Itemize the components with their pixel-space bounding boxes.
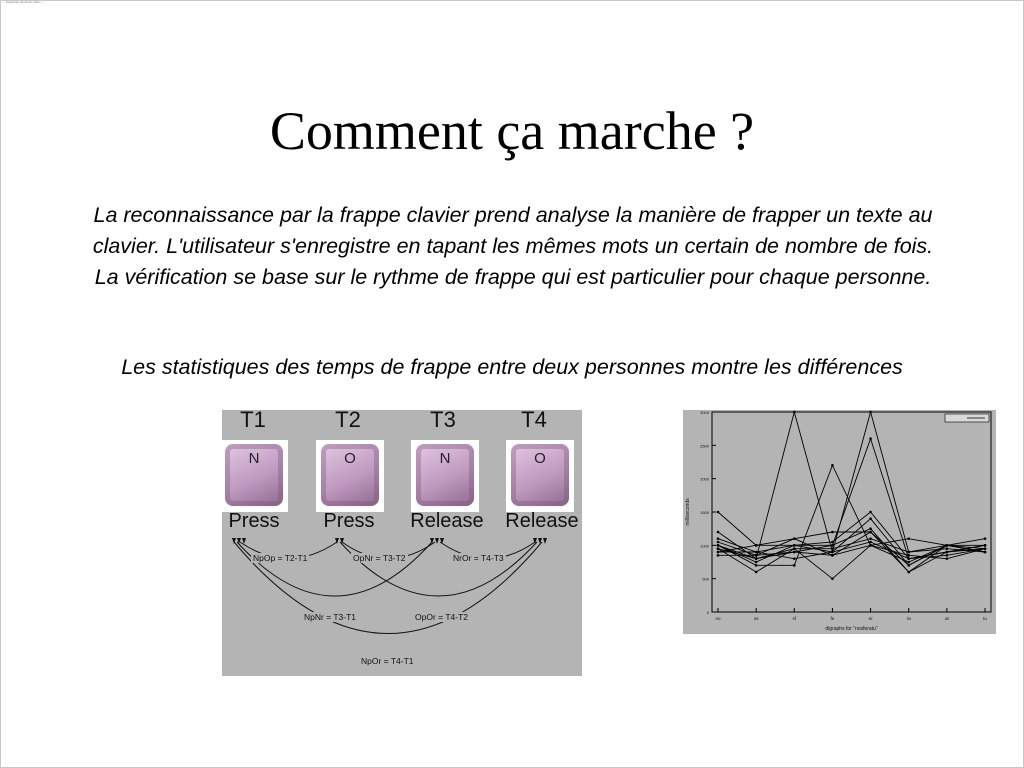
paragraph-line: La reconnaissance par la frappe clavier prend analyse la manière de frapper un texte au xyxy=(93,203,933,227)
data-point xyxy=(946,557,949,560)
y-tick-label: 1000 xyxy=(700,543,709,549)
data-point xyxy=(793,547,796,550)
data-point xyxy=(946,554,949,557)
plot-frame xyxy=(712,412,991,612)
keystroke-timing-figure xyxy=(222,410,582,676)
data-point xyxy=(793,564,796,567)
relation-label: NpOr = T4-T1 xyxy=(361,656,414,666)
key-letter: O xyxy=(344,450,356,467)
action-label-release-1: Release xyxy=(410,510,484,532)
y-tick-label: 3000 xyxy=(700,410,709,415)
time-label-t4: T4 xyxy=(521,410,547,432)
data-point xyxy=(869,537,872,540)
relation-label: NrOr = T4-T3 xyxy=(453,553,504,563)
timing-arcs xyxy=(222,410,582,676)
arrow-heads xyxy=(232,538,547,544)
data-point xyxy=(869,511,872,514)
data-point xyxy=(831,577,834,580)
timing-chart xyxy=(683,410,996,634)
data-point xyxy=(984,537,987,540)
relation-label: NpOp = T2-T1 xyxy=(253,553,308,563)
data-point xyxy=(755,557,758,560)
time-label-t3: T3 xyxy=(430,410,456,432)
key-letter: N xyxy=(439,450,451,467)
action-label-release-2: Release xyxy=(505,510,579,532)
key-letter: N xyxy=(248,450,260,467)
tiny-header-text: — Keystroke dynamics slide — xyxy=(2,0,44,4)
data-point xyxy=(907,571,910,574)
data-point xyxy=(831,547,834,550)
data-point xyxy=(946,544,949,547)
data-point xyxy=(907,561,910,564)
y-tick-label: 2000 xyxy=(700,476,709,482)
data-point xyxy=(717,551,720,554)
data-point xyxy=(755,544,758,547)
stats-caption: Les statistiques des temps de frappe entre deux personnes montre les différences xyxy=(121,355,903,379)
data-point xyxy=(869,437,872,440)
relation-label: OpOr = T4-T2 xyxy=(415,612,468,622)
data-point xyxy=(831,544,834,547)
data-point xyxy=(717,547,720,550)
slide-title: Comment ça marche ? xyxy=(269,101,755,161)
data-point xyxy=(755,571,758,574)
x-tick-label: no xyxy=(715,616,721,621)
data-point xyxy=(717,544,720,547)
description-paragraph xyxy=(8,200,1018,293)
arc-npnr xyxy=(237,542,432,596)
y-tick-label: 500 xyxy=(702,576,709,582)
paragraph-line: clavier. L'utilisateur s'enregistre en tapant les mêmes mots un certain de nombre de fois. xyxy=(92,234,934,258)
x-tick-label: fe xyxy=(830,616,835,621)
data-point xyxy=(717,541,720,544)
paragraph-line: La vérification se base sur le rythme de frappe qui est particulier pour chaque personne. xyxy=(94,265,932,289)
time-label-t2: T2 xyxy=(335,410,361,432)
data-point xyxy=(755,561,758,564)
data-point xyxy=(793,544,796,547)
data-point xyxy=(793,537,796,540)
data-point xyxy=(946,547,949,550)
data-point xyxy=(984,551,987,554)
data-point xyxy=(793,557,796,560)
relation-label: OpNr = T3-T2 xyxy=(353,553,406,563)
data-point xyxy=(793,411,796,414)
data-point xyxy=(907,537,910,540)
data-point xyxy=(755,551,758,554)
y-tick-label: 2500 xyxy=(700,443,709,449)
time-label-t1: T1 xyxy=(240,410,266,432)
action-label-press-2: Press xyxy=(323,510,375,532)
series-line xyxy=(718,512,985,565)
data-point xyxy=(869,411,872,414)
data-point xyxy=(869,541,872,544)
data-point xyxy=(717,531,720,534)
arc-opor xyxy=(340,542,537,596)
data-point xyxy=(717,554,720,557)
data-point xyxy=(984,544,987,547)
data-point xyxy=(869,527,872,530)
data-point xyxy=(869,531,872,534)
data-point xyxy=(907,551,910,554)
chart-svg xyxy=(683,410,996,634)
data-point xyxy=(831,531,834,534)
action-label-press-1: Press xyxy=(228,510,280,532)
x-tick-label: sf xyxy=(792,616,797,621)
data-point xyxy=(755,564,758,567)
y-tick-label: 1500 xyxy=(700,510,709,515)
y-tick-label: 0 xyxy=(706,610,709,615)
data-point xyxy=(831,464,834,467)
data-point xyxy=(831,554,834,557)
data-point xyxy=(717,537,720,540)
data-point xyxy=(907,557,910,560)
data-point xyxy=(907,564,910,567)
data-point xyxy=(869,517,872,520)
data-point xyxy=(946,551,949,554)
data-point xyxy=(831,551,834,554)
data-point xyxy=(793,551,796,554)
x-tick-label: tu xyxy=(983,616,987,621)
x-tick-label: ra xyxy=(906,616,911,621)
x-tick-label: at xyxy=(944,616,949,621)
y-axis-label: milliseconds xyxy=(685,498,691,526)
data-point xyxy=(984,547,987,550)
data-point xyxy=(717,511,720,514)
x-tick-label: os xyxy=(753,616,759,621)
data-point xyxy=(755,554,758,557)
data-point xyxy=(869,544,872,547)
key-letter: O xyxy=(534,450,546,467)
relation-label: NpNr = T3-T1 xyxy=(304,612,357,622)
x-axis-label: digraphs for "nosferatu" xyxy=(825,626,878,632)
x-tick-label: er xyxy=(868,616,873,621)
data-point xyxy=(831,541,834,544)
